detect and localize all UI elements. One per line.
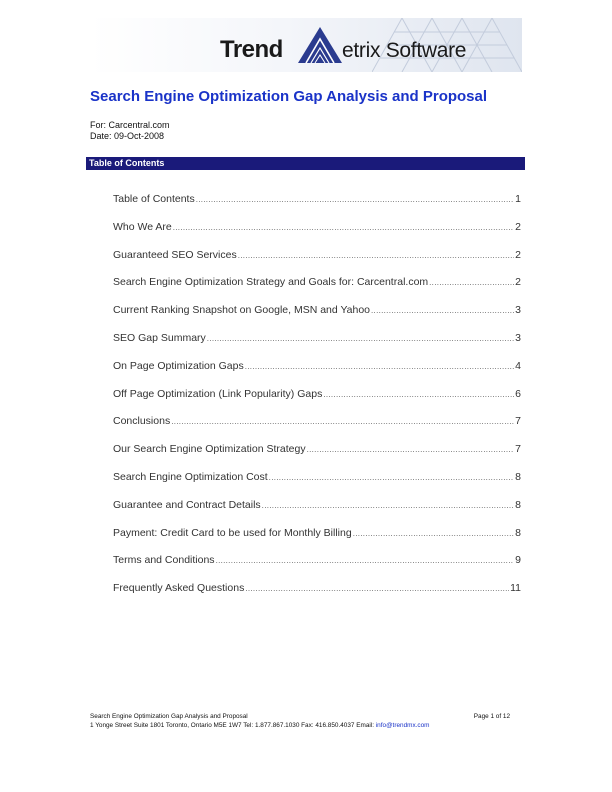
toc-entry-page: 7 — [515, 415, 521, 428]
toc-entry-page: 3 — [515, 331, 521, 344]
toc-entry-title: Who We Are — [113, 220, 172, 233]
footer-doc-name: Search Engine Optimization Gap Analysis and Proposal — [90, 713, 248, 720]
logo-mountain-m-icon — [297, 24, 343, 64]
footer-address: 1 Yonge Street Suite 1801 Toronto, Ontario M5E 1W7 Tel: 1.877.867.1030 Fax: 416.850.4037 Email: — [90, 722, 376, 729]
toc-entry-page: 8 — [515, 470, 521, 483]
toc-entry-title: Our Search Engine Optimization Strategy — [113, 443, 306, 456]
toc-entry-title: Frequently Asked Questions — [113, 582, 245, 595]
toc-leader-dots — [238, 251, 514, 260]
toc-entry[interactable] — [113, 443, 521, 471]
toc-entry-title: Terms and Conditions — [113, 554, 215, 567]
for-line: For: Carcentral.com — [90, 120, 170, 130]
toc-entry-title: Current Ranking Snapshot on Google, MSN and Yahoo — [113, 304, 371, 317]
footer-email-link[interactable]: info@trendmx.com — [375, 722, 430, 729]
toc-entry[interactable] — [113, 554, 521, 582]
toc-entry-title: Off Page Optimization (Link Popularity) Gaps — [113, 387, 323, 400]
toc-entry-page: 6 — [515, 387, 521, 400]
toc-entry-page: 4 — [515, 359, 521, 372]
logo-text-etrix-software: etrix Software — [342, 39, 467, 62]
toc-leader-dots — [371, 306, 514, 315]
toc-leader-dots — [307, 445, 515, 454]
toc-entry-title: Search Engine Optimization Cost — [113, 470, 268, 483]
toc-leader-dots — [245, 584, 509, 593]
toc-leader-dots — [171, 417, 514, 426]
toc-entry[interactable] — [113, 249, 521, 277]
toc-heading-bar: Table of Contents — [86, 157, 525, 170]
toc-entry-page: 2 — [515, 220, 521, 233]
toc-leader-dots — [429, 278, 514, 287]
toc-entry[interactable] — [113, 360, 521, 388]
footer-page-number: Page 1 of 12 — [473, 713, 510, 720]
toc-entry-title: Guarantee and Contract Details — [113, 498, 261, 511]
toc-entry-page: 8 — [515, 498, 521, 511]
toc-entry[interactable] — [113, 221, 521, 249]
toc-entry-page: 3 — [515, 304, 521, 317]
toc-entry[interactable] — [113, 193, 521, 221]
document-title: Search Engine Optimization Gap Analysis and Proposal — [90, 88, 488, 105]
logo-text-trend: Trend — [220, 36, 283, 63]
footer-line-1 — [90, 713, 520, 720]
toc-leader-dots — [173, 223, 514, 232]
toc-leader-dots — [207, 334, 514, 343]
toc-entry[interactable] — [113, 332, 521, 360]
toc-leader-dots — [269, 473, 514, 482]
toc-entry[interactable] — [113, 527, 521, 555]
toc-entry-page: 9 — [515, 554, 521, 567]
toc-entry-page: 7 — [515, 443, 521, 456]
toc-entry-page: 1 — [515, 193, 521, 205]
toc-entry-page: 2 — [515, 276, 521, 289]
toc-leader-dots — [216, 556, 515, 565]
toc-entry-title: Search Engine Optimization Strategy and Goals for: Carcentral.com — [113, 276, 429, 289]
toc-entry-title: Conclusions — [113, 415, 171, 428]
toc-entry[interactable] — [113, 388, 521, 416]
toc-entry-page: 8 — [515, 526, 521, 539]
footer-line-2 — [90, 722, 520, 729]
toc-entry[interactable] — [113, 276, 521, 304]
toc-entry[interactable] — [113, 471, 521, 499]
date-line: Date: 09-Oct-2008 — [90, 131, 165, 141]
toc-entry-page: 2 — [515, 248, 521, 261]
toc-entry[interactable] — [113, 304, 521, 332]
toc-leader-dots — [245, 362, 514, 371]
toc-leader-dots — [262, 501, 514, 510]
toc-entry-page: 11 — [510, 582, 521, 595]
company-logo — [90, 18, 522, 72]
toc-entry-title: Guaranteed SEO Services — [113, 248, 237, 261]
toc-leader-dots — [353, 529, 514, 538]
toc-leader-dots — [323, 390, 514, 399]
toc-entry[interactable] — [113, 582, 521, 610]
toc-entry-title: On Page Optimization Gaps — [113, 359, 244, 372]
table-of-contents — [113, 193, 521, 610]
toc-entry[interactable] — [113, 415, 521, 443]
toc-entry-title: Payment: Credit Card to be used for Monthly Billing — [113, 526, 352, 539]
toc-leader-dots — [196, 195, 514, 204]
toc-entry[interactable] — [113, 499, 521, 527]
toc-entry-title: SEO Gap Summary — [113, 331, 206, 344]
toc-entry-title: Table of Contents — [113, 193, 195, 205]
